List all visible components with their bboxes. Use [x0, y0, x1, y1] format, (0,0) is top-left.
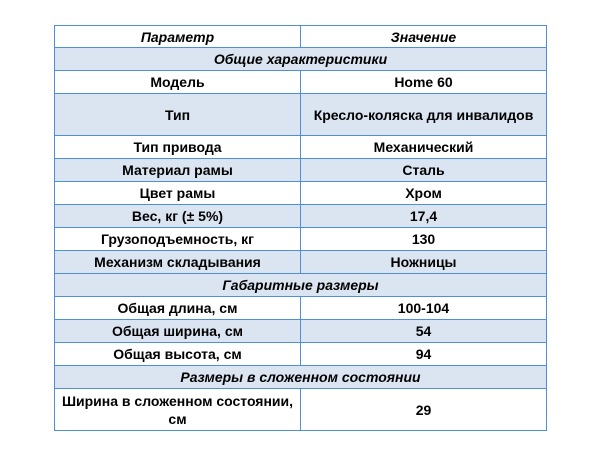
- table-row: [55, 297, 547, 320]
- table-row: [55, 389, 547, 431]
- section-title-row: [55, 274, 547, 297]
- value-cell: Кресло-коляска для инвалидов: [301, 94, 547, 136]
- value-cell: Ножницы: [301, 251, 547, 274]
- param-cell: Тип: [55, 94, 301, 136]
- param-cell: Грузоподъемность, кг: [55, 228, 301, 251]
- value-cell: 17,4: [301, 205, 547, 228]
- table-row: [55, 94, 547, 136]
- header-value: Значение: [301, 26, 547, 48]
- param-cell: Ширина в сложенном состоянии, см: [55, 389, 301, 431]
- value-cell: Home 60: [301, 71, 547, 94]
- param-cell: Общая длина, см: [55, 297, 301, 320]
- section-title-folded: Размеры в сложенном состоянии: [55, 366, 547, 389]
- table-row: [55, 71, 547, 94]
- table-row: [55, 205, 547, 228]
- param-cell: Цвет рамы: [55, 182, 301, 205]
- table-row: [55, 182, 547, 205]
- value-cell: 130: [301, 228, 547, 251]
- spec-table: [54, 25, 547, 431]
- param-cell: Общая высота, см: [55, 343, 301, 366]
- value-cell: 100-104: [301, 297, 547, 320]
- section-title-row: [55, 366, 547, 389]
- table-row: [55, 159, 547, 182]
- header-row: [55, 26, 547, 48]
- value-cell: 54: [301, 320, 547, 343]
- table-row: [55, 251, 547, 274]
- param-cell: Общая ширина, см: [55, 320, 301, 343]
- param-cell: Механизм складывания: [55, 251, 301, 274]
- value-cell: Хром: [301, 182, 547, 205]
- section-title-dimensions: Габаритные размеры: [55, 274, 547, 297]
- value-cell: 94: [301, 343, 547, 366]
- param-cell: Материал рамы: [55, 159, 301, 182]
- value-cell: 29: [301, 389, 547, 431]
- section-title-row: [55, 48, 547, 71]
- param-cell: Вес, кг (± 5%): [55, 205, 301, 228]
- param-cell: Модель: [55, 71, 301, 94]
- table-row: [55, 343, 547, 366]
- value-cell: Сталь: [301, 159, 547, 182]
- param-cell: Тип привода: [55, 136, 301, 159]
- table-row: [55, 136, 547, 159]
- section-title-general: Общие характеристики: [55, 48, 547, 71]
- header-param: Параметр: [55, 26, 301, 48]
- table-row: [55, 320, 547, 343]
- value-cell: Механический: [301, 136, 547, 159]
- table-row: [55, 228, 547, 251]
